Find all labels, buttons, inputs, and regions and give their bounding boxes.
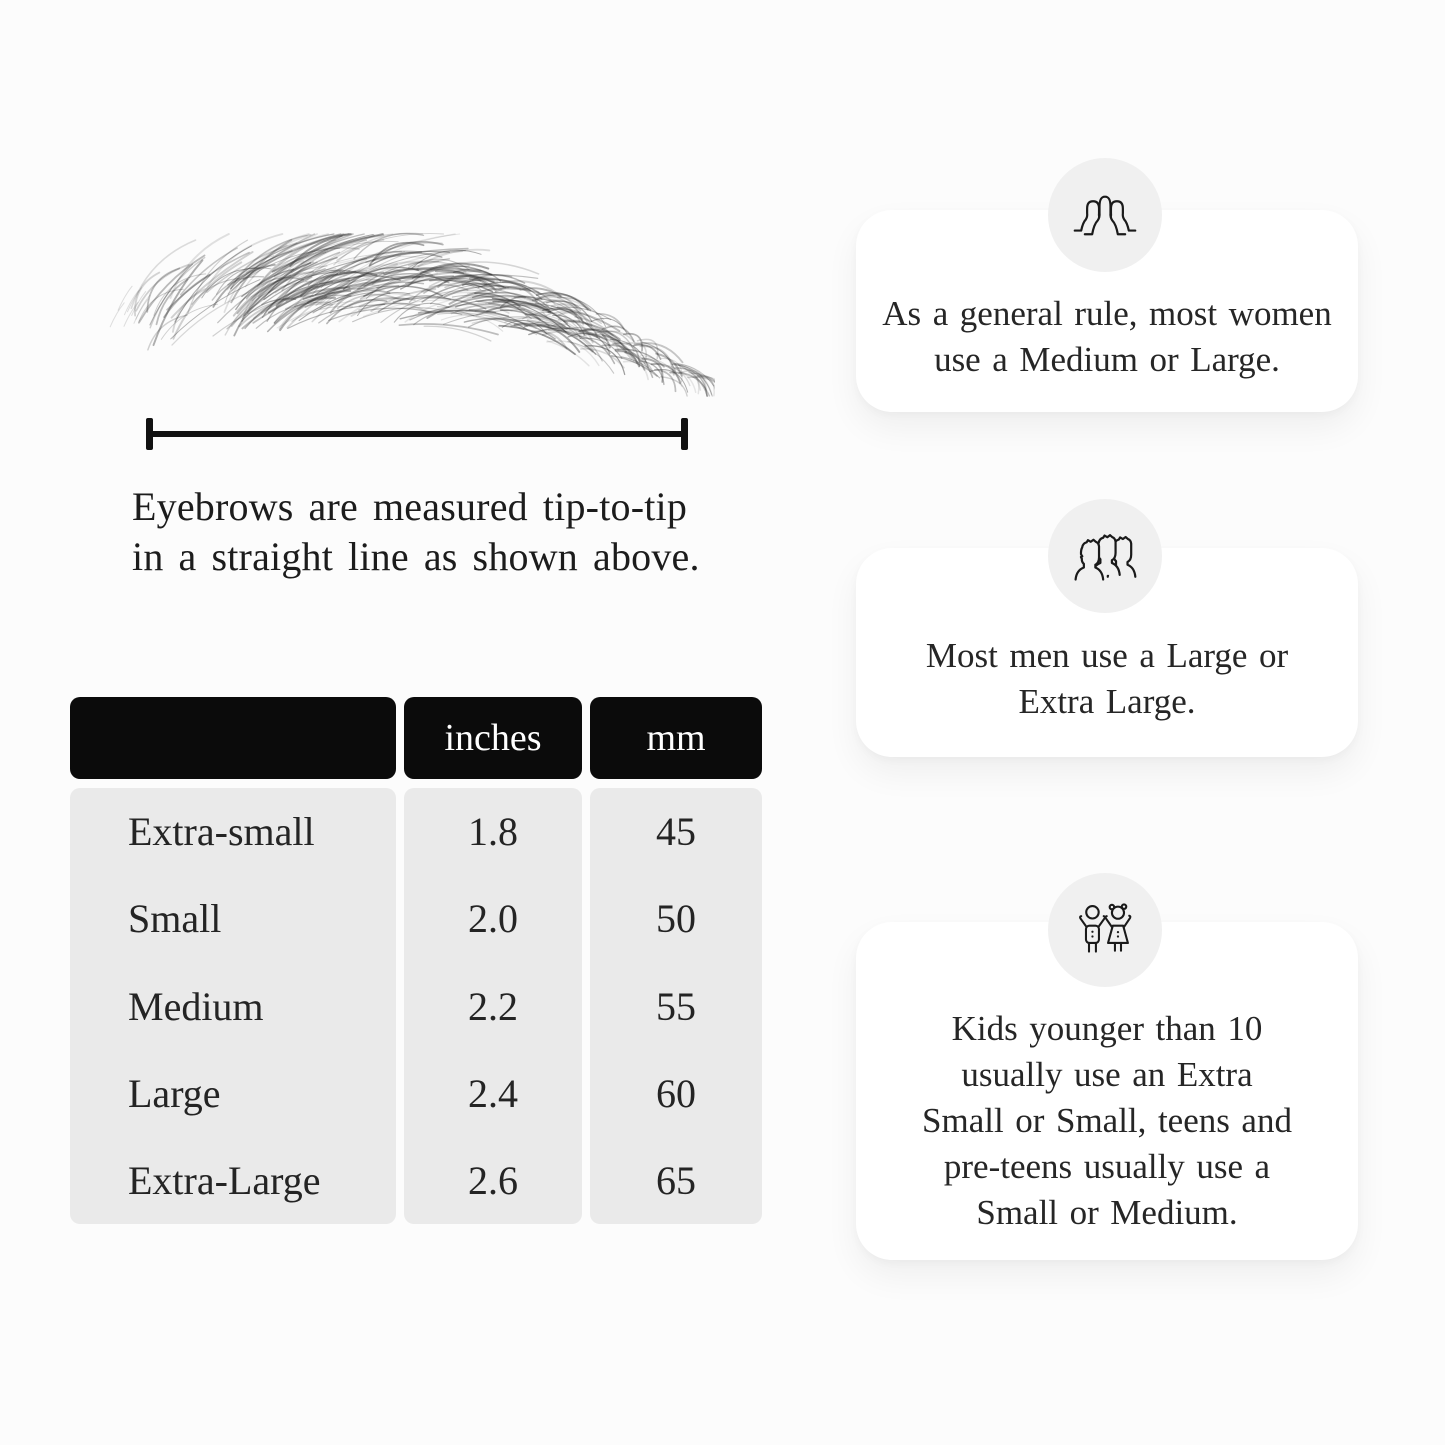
icon-circle-men xyxy=(1048,499,1162,613)
size-name-cell: Medium xyxy=(128,983,264,1029)
size-name-cell: Extra-Large xyxy=(128,1157,321,1203)
table-column-sizes xyxy=(70,788,396,1224)
inches-value-cell: 2.0 xyxy=(468,896,518,942)
icon-circle-women xyxy=(1048,158,1162,272)
measurement-line xyxy=(146,418,688,450)
mm-value-cell: 45 xyxy=(656,809,696,855)
line-bar xyxy=(148,431,686,437)
kids-note-text: Kids younger than 10 usually use an Extra Small or Small, teens and pre-teens usually use a Small or Medium. xyxy=(922,1009,1292,1232)
table-column-inches xyxy=(404,788,582,1224)
table-header-mm: mm xyxy=(590,697,762,779)
mm-value-cell: 60 xyxy=(656,1070,696,1116)
table-header-inches: inches xyxy=(404,697,582,779)
table-header-blank xyxy=(70,697,396,779)
table-column-mm xyxy=(590,788,762,1224)
inches-value-cell: 2.6 xyxy=(468,1157,518,1203)
size-name-cell: Large xyxy=(128,1070,221,1116)
children-icon xyxy=(1073,902,1137,958)
size-name-cell: Extra-small xyxy=(128,809,315,855)
size-name-cell: Small xyxy=(128,896,222,942)
men-note-text: Most men use a Large or Extra Large. xyxy=(925,635,1289,721)
icon-circle-kids xyxy=(1048,873,1162,987)
mm-value-cell: 65 xyxy=(656,1157,696,1203)
mm-value-cell: 50 xyxy=(656,896,696,942)
measurement-caption: Eyebrows are measured tip-to-tip in a straight line as shown above. xyxy=(132,484,700,579)
mm-value-cell: 55 xyxy=(656,983,696,1029)
women-note-text: As a general rule, most women use a Medium or Large. xyxy=(882,294,1332,379)
men-group-icon xyxy=(1071,529,1139,584)
inches-value-cell: 2.4 xyxy=(468,1070,518,1116)
inches-value-cell: 1.8 xyxy=(468,809,518,855)
inches-value-cell: 2.2 xyxy=(468,983,518,1029)
women-group-icon xyxy=(1072,189,1138,241)
eyebrow-illustration xyxy=(95,230,715,400)
line-end-cap-right xyxy=(681,418,688,450)
